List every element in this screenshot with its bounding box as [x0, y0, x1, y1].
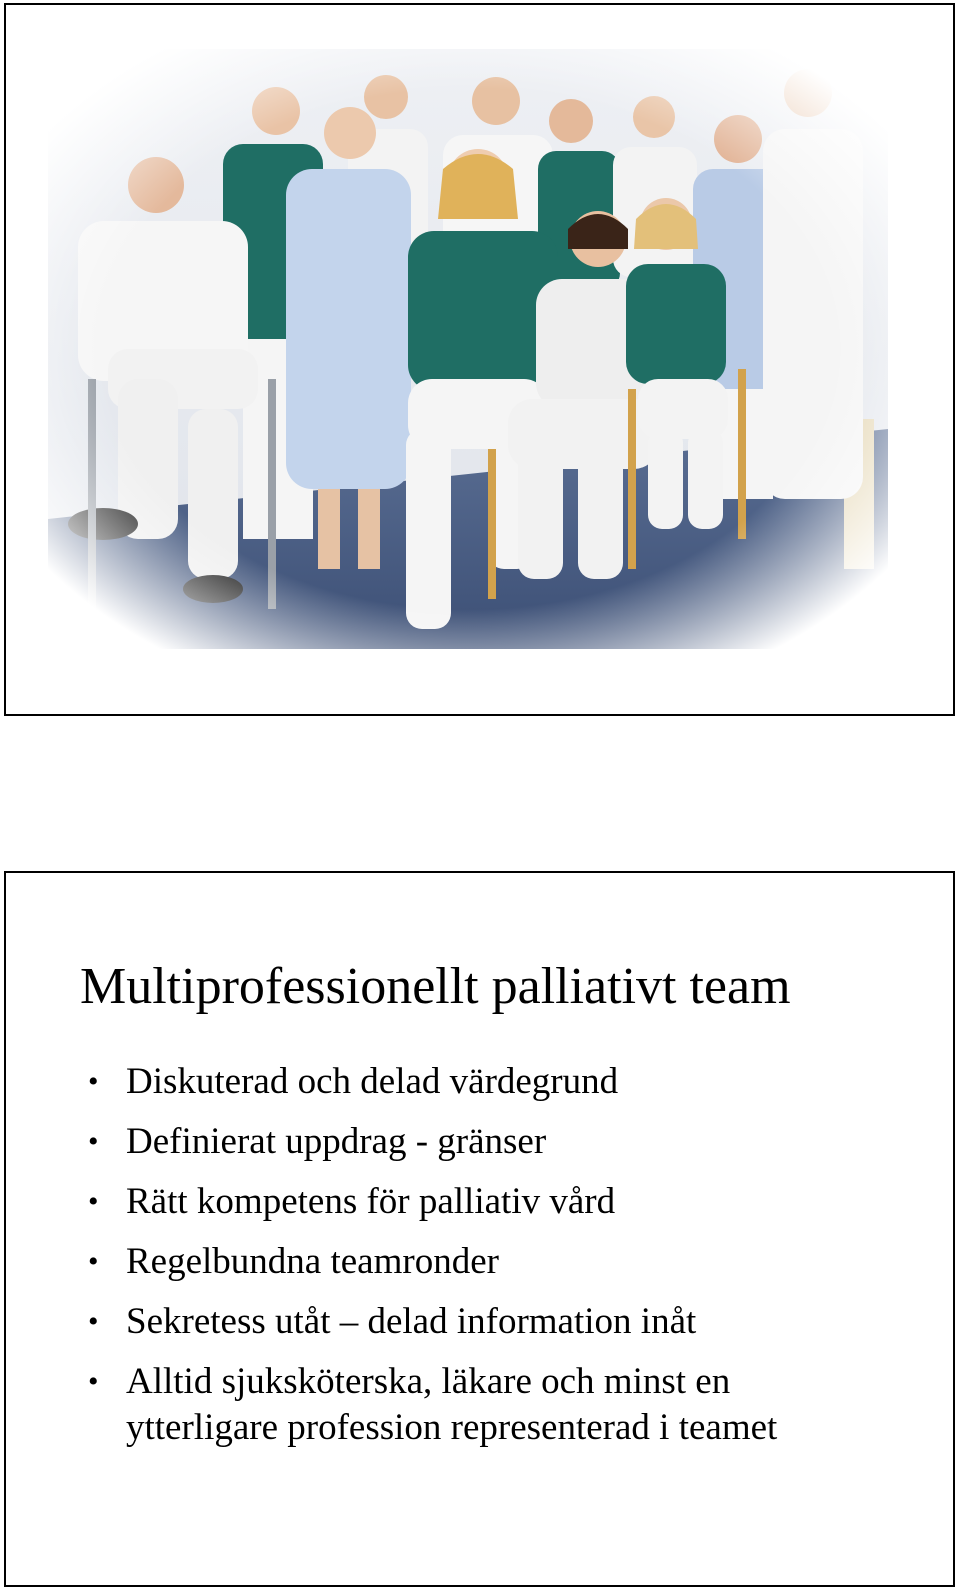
slide-title: Multiprofessionellt palliativt team — [80, 958, 791, 1015]
bullet-item — [78, 1059, 777, 1105]
bullet-item — [78, 1119, 777, 1165]
team-photo — [48, 49, 888, 649]
bullet-marker: • — [88, 1305, 99, 1338]
bullet-marker: • — [88, 1185, 99, 1218]
bullet-marker: • — [88, 1065, 99, 1098]
bullet-marker: • — [88, 1125, 99, 1158]
bullet-text: Regelbundna teamronder — [126, 1241, 499, 1282]
bullet-text: Sekretess utåt – delad information inåt — [126, 1301, 697, 1342]
bullet-item — [78, 1179, 777, 1225]
text-slide — [4, 871, 955, 1587]
bullet-text: Diskuterad och delad värdegrund — [126, 1061, 619, 1102]
bullet-item — [78, 1239, 777, 1285]
bullet-text-line-1: Alltid sjuksköterska, läkare och minst en — [126, 1361, 731, 1402]
bullet-item — [78, 1359, 777, 1451]
bullet-text: Rätt kompetens för palliativ vård — [126, 1181, 616, 1222]
bullet-list — [78, 1059, 777, 1465]
bullet-marker: • — [88, 1245, 99, 1278]
bullet-item — [78, 1299, 777, 1345]
bullet-text-line-2: ytterligare profession representerad i teamet — [126, 1407, 778, 1448]
bullet-marker: • — [88, 1365, 99, 1398]
photo-slide — [4, 3, 955, 716]
bullet-text: Definierat uppdrag - gränser — [126, 1121, 547, 1162]
